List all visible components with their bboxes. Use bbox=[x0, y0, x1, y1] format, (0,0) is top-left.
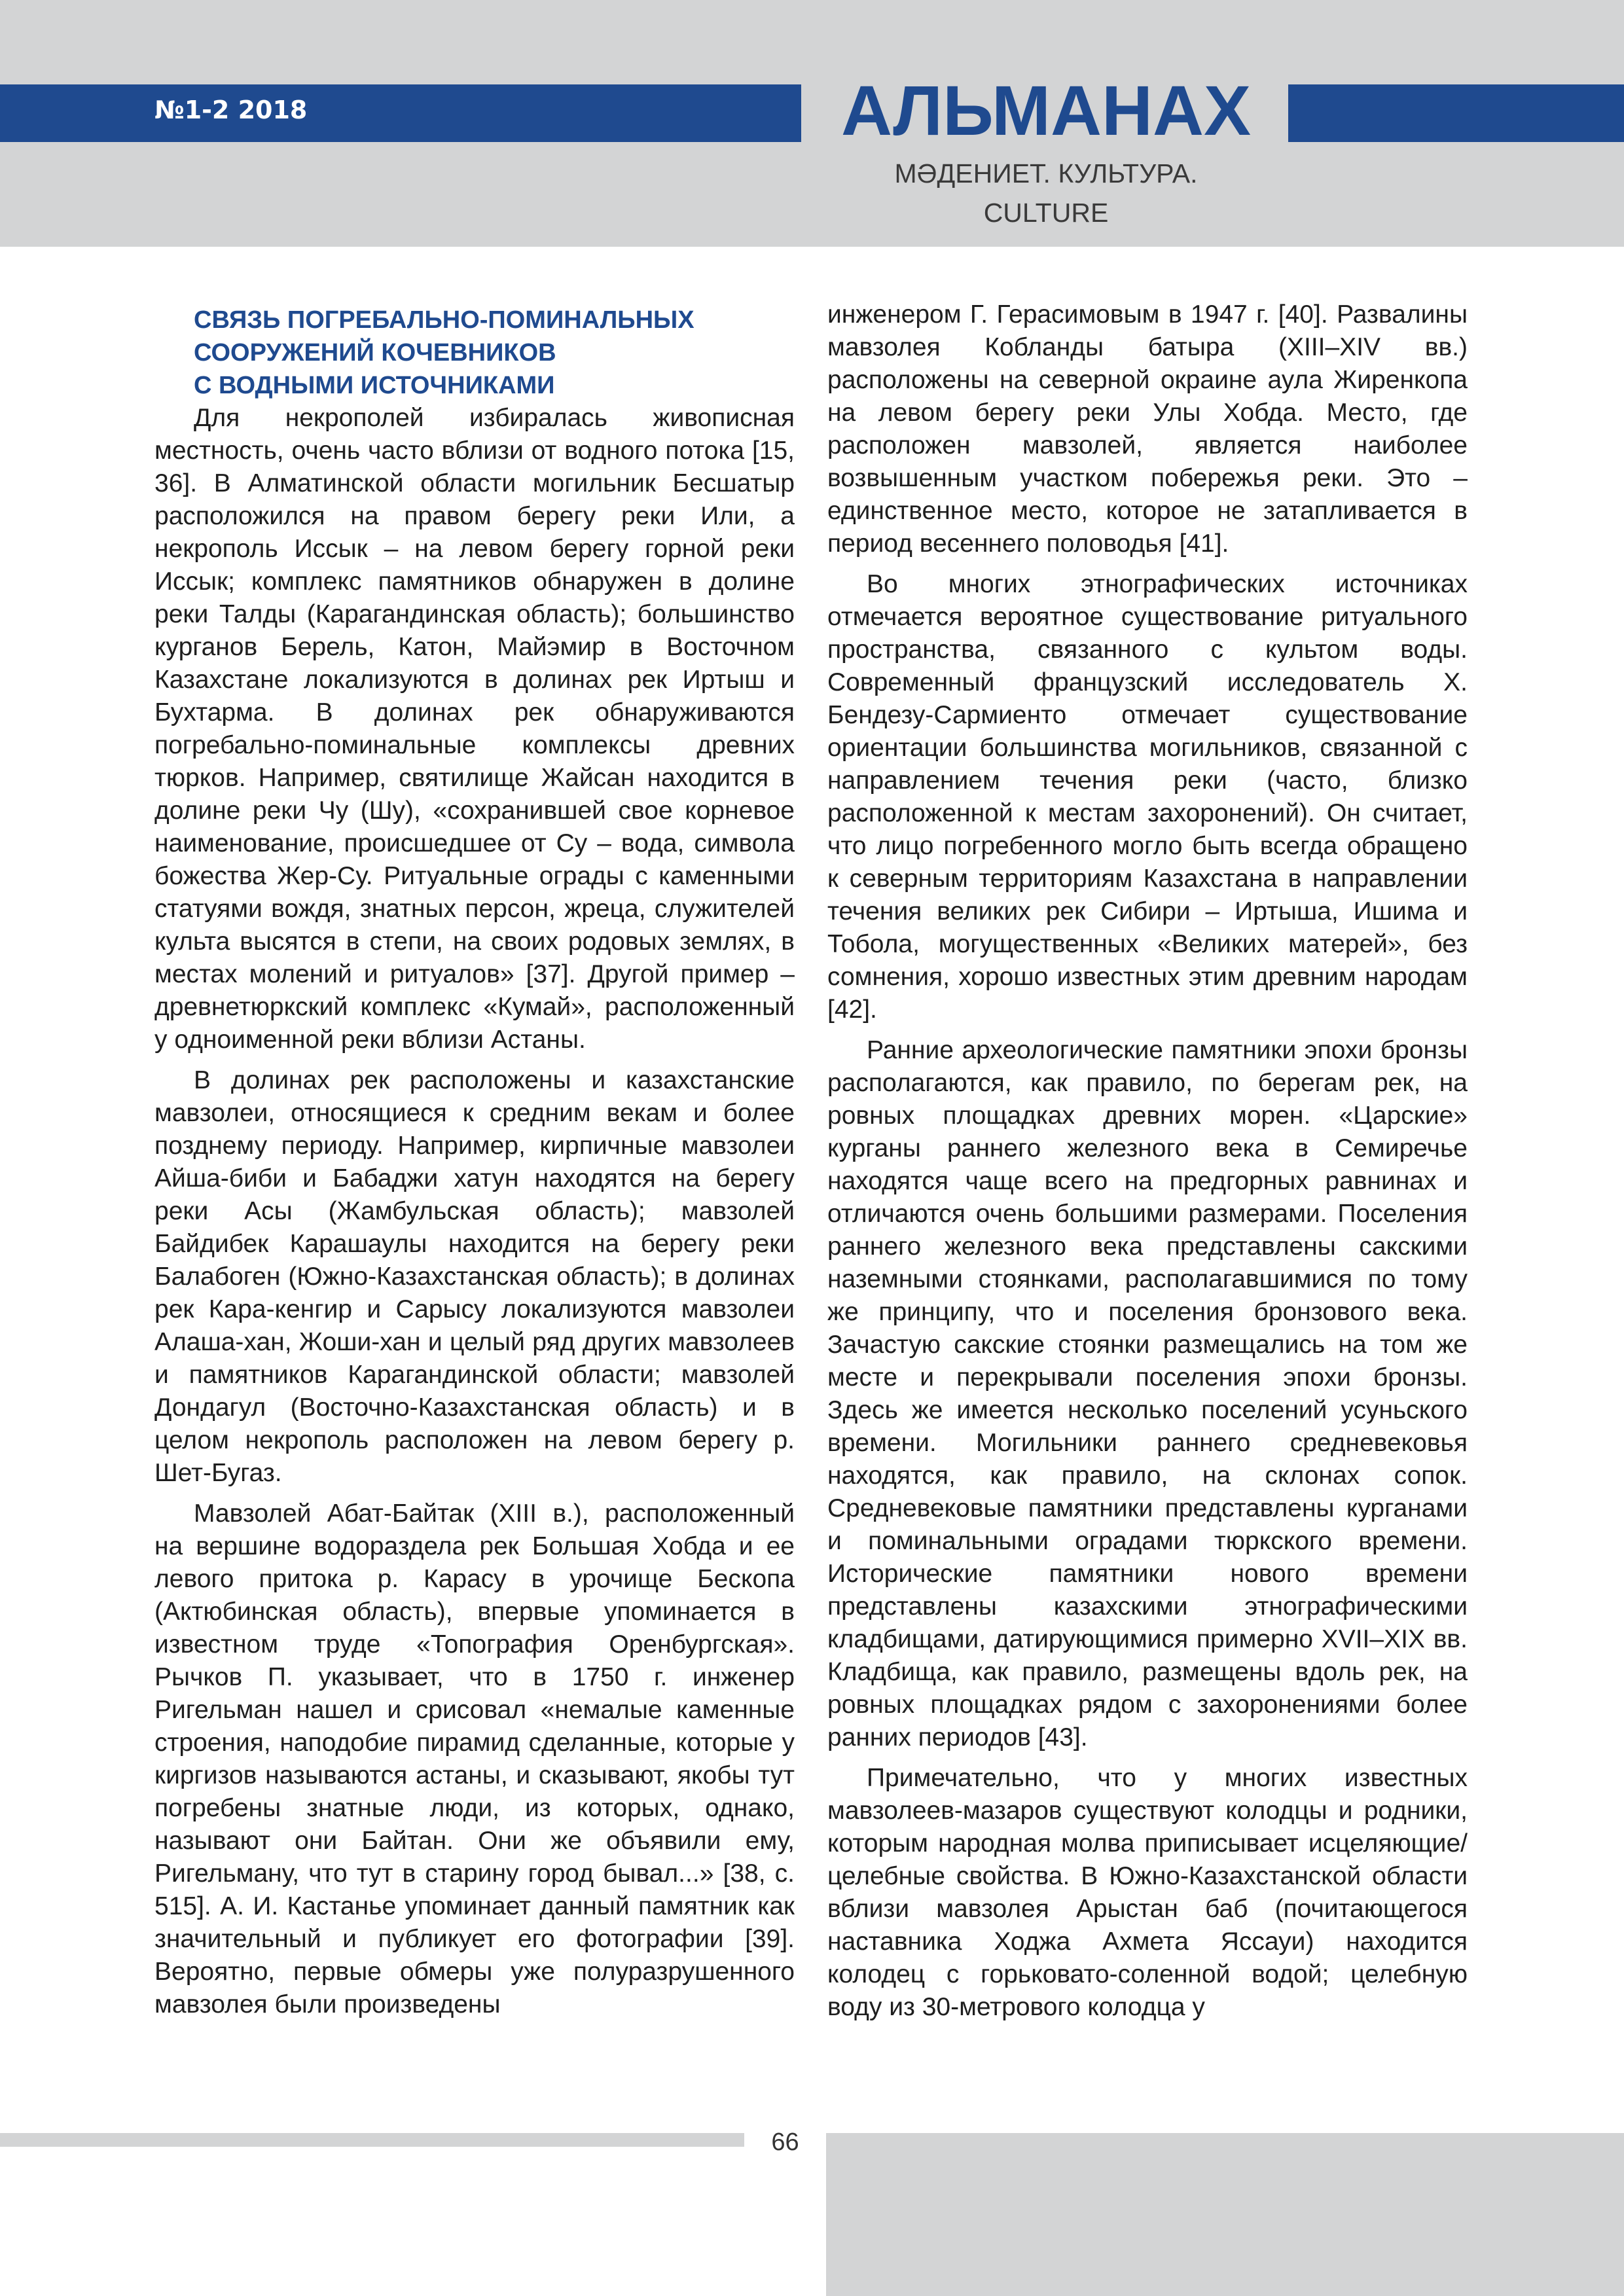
footer-block bbox=[826, 2133, 1624, 2296]
paragraph: Для некрополей избиралась живописная местность, очень часто вблизи от водного потока [15, 36]. В Алматинской области могильник Бесшатыр расположился на правом берегу реки Или, а некрополь Иссык – на левом берегу горной реки Иссык; комплекс памятников обнаружен в долине реки Талды (Карагандинская область); большинство курганов Берель, Катон, Майэмир в Восточном Казахстане локализуются в долинах рек Иртыш и Бухтарма. В долинах рек обнаруживаются погребально-поминальные комплексы древних тюрков. Например, святилище Жайсан находится в долине реки Чу (Шу), «сохранившей свое корневое наименование, происшедшее от Су – вода, символа божества Жер-Су. Ритуальные ограды с каменными статуями вождя, знатных персон, жреца, служителей культа высятся в степи, на своих родовых землях, в местах молений и ритуалов» [37]. Другой пример – древнетюркский комплекс «Кумай», расположенный у одноименной реки вблизи Астаны. bbox=[154, 404, 795, 1054]
header-bar-right bbox=[1288, 84, 1624, 142]
column-left bbox=[154, 298, 795, 2029]
column-right bbox=[827, 298, 1468, 2032]
paragraph: В долинах рек расположены и казахстанские мавзолеи, относящиеся к средним векам и более позднему периоду. Например, кирпичные мавзолеи Айша-биби и Бабаджи хатун находятся на берегу реки Асы (Жамбульская область); мавзолей Байдибек Карашаулы находится на берегу реки Балабоген (Южно-Казахстанская область); в долинах рек Кара-кенгир и Сарысу локализуются мавзолеи Алаша-хан, Жоши-хан и целый ряд других мавзолеев и памятников Карагандинской области; мавзолей Дондагул (Восточно-Казахстанская область) и в целом некрополь расположен на левом берегу р. Шет-Бугаз. bbox=[154, 1066, 795, 1487]
paragraph: Мавзолей Абат-Байтак (XIII в.), расположенный на вершине водораздела рек Большая Хобда и ее левого притока р. Карасу в урочище Бескопа (Актюбинская область), впервые упоминается в известном труде «Топография Оренбургская». Рычков П. указывает, что в 1750 г. инженер Ригельман нашел и срисовал «немалые каменные строения, наподобие пирамид сделанные, которые у киргизов называются астаны, и сказывают, якобы тут погребены знатные люди, из которых, однако, называют они Байтан. Они же объявили ему, Ригельману, что тут в старину город бывал...» [38, с. 515]. А. И. Кастанье упоминает данный памятник как значительный и публикует его фотографии [39]. Вероятно, первые обмеры уже полуразрушенного мавзолея были произведены bbox=[154, 1499, 795, 2018]
paragraph: Примечательно, что у многих известных мавзолеев-мазаров существуют колодцы и родники, которым народная молва приписывает исцеляющие/целебные свойства. В Южно-Казахстанской области вблизи мавзолея Арыстан баб (почитающегося наставника Ходжа Ахмета Яссауи) находится колодец с горьковато-соленной водой; целебную воду из 30-метрового колодца у bbox=[827, 1764, 1468, 2021]
masthead-title: АЛЬМАНАХ bbox=[840, 71, 1251, 150]
paragraph: Ранние археологические памятники эпохи бронзы располагаются, как правило, по берегам рек, на ровных площадках древних морен. «Царские» курганы раннего железного века в Семиречье находятся чаще всего на предгорных равнинах и отличаются очень большими размерами. Поселения раннего железного века представлены сакскими наземными стоянками, располагавшимися по тому же принципу, что и поселения бронзового века. Зачастую сакские стоянки размещались на том же месте и перекрывали поселения эпохи бронзы. Здесь же имеется несколько поселений усуньского времени. Могильники раннего средневековья находятся, как правило, на склонах сопок. Средневековые памятники представлены курганами и поминальными оградами тюркского времени. Исторические памятники нового времени представлены казахскими этнографическими кладбищами, датирующимися примерно XVII–XIX вв. Кладбища, как правило, размещены вдоль рек, на ровных площадках рядом с захоронениями более ранних периодов [43]. bbox=[827, 1036, 1468, 1751]
paragraph: Во многих этнографических источниках отмечается вероятное существование ритуального пространства, связанного с культом воды. Современный французский исследователь Х. Бендезу-Сармиенто отмечает существование ориентации большинства могильников, связанной с направлением течения реки (часто, близко расположенной к местам захоронений). Он считает, что лицо погребенного могло быть всегда обращено к северным территориям Казахстана в направлении течения великих рек Сибири – Иртыша, Ишима и Тобола, могущественных «Великих матерей», без сомнения, хорошо известных этим древним народам [42]. bbox=[827, 570, 1468, 1024]
masthead-subtitle: МӘДЕНИЕТ. КУЛЬТУРА. CULTURE bbox=[894, 158, 1198, 228]
article-title: СВЯЗЬ ПОГРЕБАЛЬНО-ПОМИНАЛЬНЫХ СООРУЖЕНИЙ КОЧЕВНИКОВ С ВОДНЫМИ ИСТОЧНИКАМИ bbox=[194, 306, 695, 399]
paragraph: инженером Г. Герасимовым в 1947 г. [40]. Развалины мавзолея Кобланды батыра (XIII–XIV вв.) расположены на северной окраине аула Жиренкопа на левом берегу реки Улы Хобда. Место, где расположен мавзолей, является наиболее возвышенным участком побережья реки. Это – единственное место, которое не затапливается в период весеннего половодья [41]. bbox=[827, 300, 1468, 558]
issue-number: №1-2 2018 bbox=[154, 96, 308, 124]
page-number: 66 bbox=[771, 2128, 799, 2156]
footer-bar bbox=[0, 2133, 744, 2147]
header-bar-left bbox=[0, 84, 801, 142]
